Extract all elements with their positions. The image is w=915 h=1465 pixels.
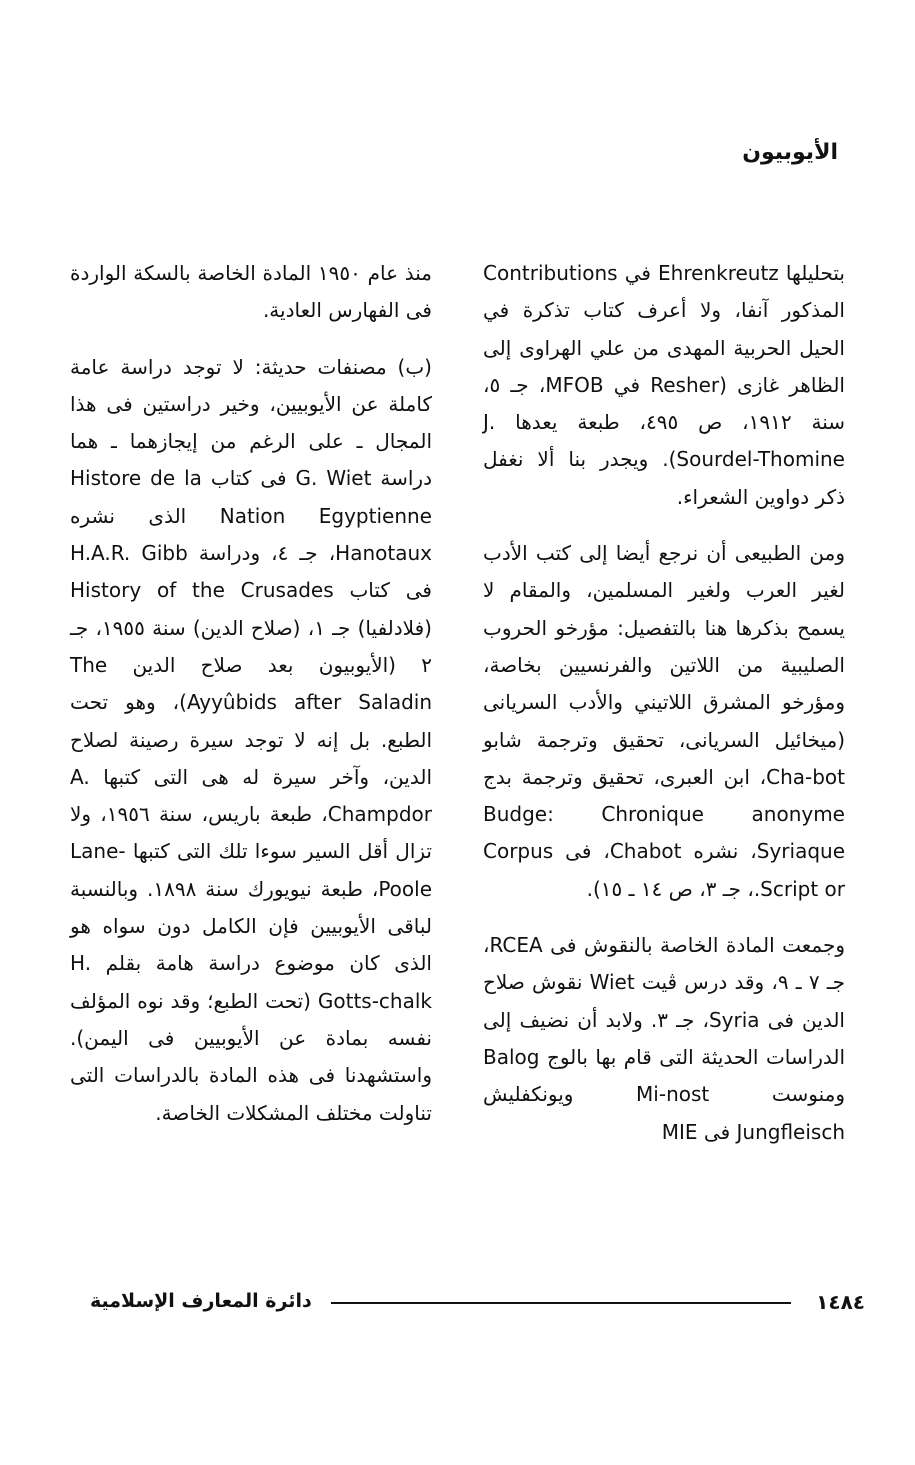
paragraph: (ب) مصنفات حديثة: لا توجد دراسة عامة كاملة عن الأيوبيين، وخير دراستين فى هذا المجال ـ على الرغم من إيجازهما ـ هما دراسة G. Wiet فى كتاب Histore de la Nation Egyptienne الذى نشره Hanotaux، جـ ٤، ودراسة H.A.R. Gibb فى كتاب History of the Crusades (فلادلفيا) جـ ١، (صلاح الدين) سنة ١٩٥٥، جـ ٢ (الأيوبيون بعد صلاح الدين The Ayyûbids after Saladin)، وهو تحت الطبع. بل إنه لا توجد سيرة رصينة لصلاح الدين، وآخر سيرة له هى التى كتبها A. Champdor، طبعة باريس، سنة ١٩٥٦، ولا تزال أقل السير سوءا تلك التى كتبها Lane-Poole، طبعة نيويورك سنة ١٨٩٨. وبالنسبة لباقى الأيوبيين فإن الكامل دون سواه هو الذى كان موضوع دراسة هامة بقلم H. Gotts-chalk (تحت الطبع؛ وقد نوه المؤلف نفسه بمادة عن الأيوبيين فى اليمن). واستشهدنا فى هذه المادة بالدراسات التى تناولت مختلف المشكلات الخاصة. [70,354,433,1125]
right-text-column [483,255,845,1151]
left-text-column [70,255,432,1132]
paragraph: منذ عام ١٩٥٠ المادة الخاصة بالسكة الواردة فى الفهارس العادية. [70,261,432,323]
running-header-title: الأيوبيون [742,140,838,165]
page-number: ١٤٨٤ [816,1290,865,1314]
paragraph: وجمعت المادة الخاصة بالنقوش فى RCEA، جـ ٧ ـ ٩، وقد درس ڤيت Wiet نقوش صلاح الدين فى Syria، جـ ٣. ولابد أن نضيف إلى الدراسات الحديثة التى قام بها بالوج Balog ومنوست Mi-nost ويونكفليش Jungfleisch فى MIE [483,933,845,1144]
paragraph: ومن الطبيعى أن نرجع أيضا إلى كتب الأدب لغير العرب ولغير المسلمين، والمقام لا يسمح بذكرها هنا بالتفصيل: مؤرخو الحروب الصليبية من اللاتين والفرنسيين بخاصة، ومؤرخو المشرق اللاتيني والأدب السريانى (ميخائيل السريانى، تحقيق وترجمة شابو Cha-bot، ابن العبرى، تحقيق وترجمة بدج Budge: Chronique anonyme Syriaque، نشره Chabot، فى Corpus Script or.، جـ ٣، ص ١٤ ـ ١٥). [483,541,846,901]
page-footer [90,1290,865,1320]
paragraph: بتحليلها Ehrenkreutz في Contributions المذكور آنفا، ولا أعرف كتاب تذكرة في الحيل الحربية المهدى من علي الهراوى إلى الظاهر غازى (Resher في MFOB، جـ ٥، سنة ١٩١٢، ص ٤٩٥، طبعة يعدها J. Sourdel-Thomine). ويجدر بنا ألا نغفل ذكر دواوين الشعراء. [483,261,845,509]
footer-divider [331,1302,791,1304]
publication-name: دائرة المعارف الإسلامية [90,1290,312,1312]
